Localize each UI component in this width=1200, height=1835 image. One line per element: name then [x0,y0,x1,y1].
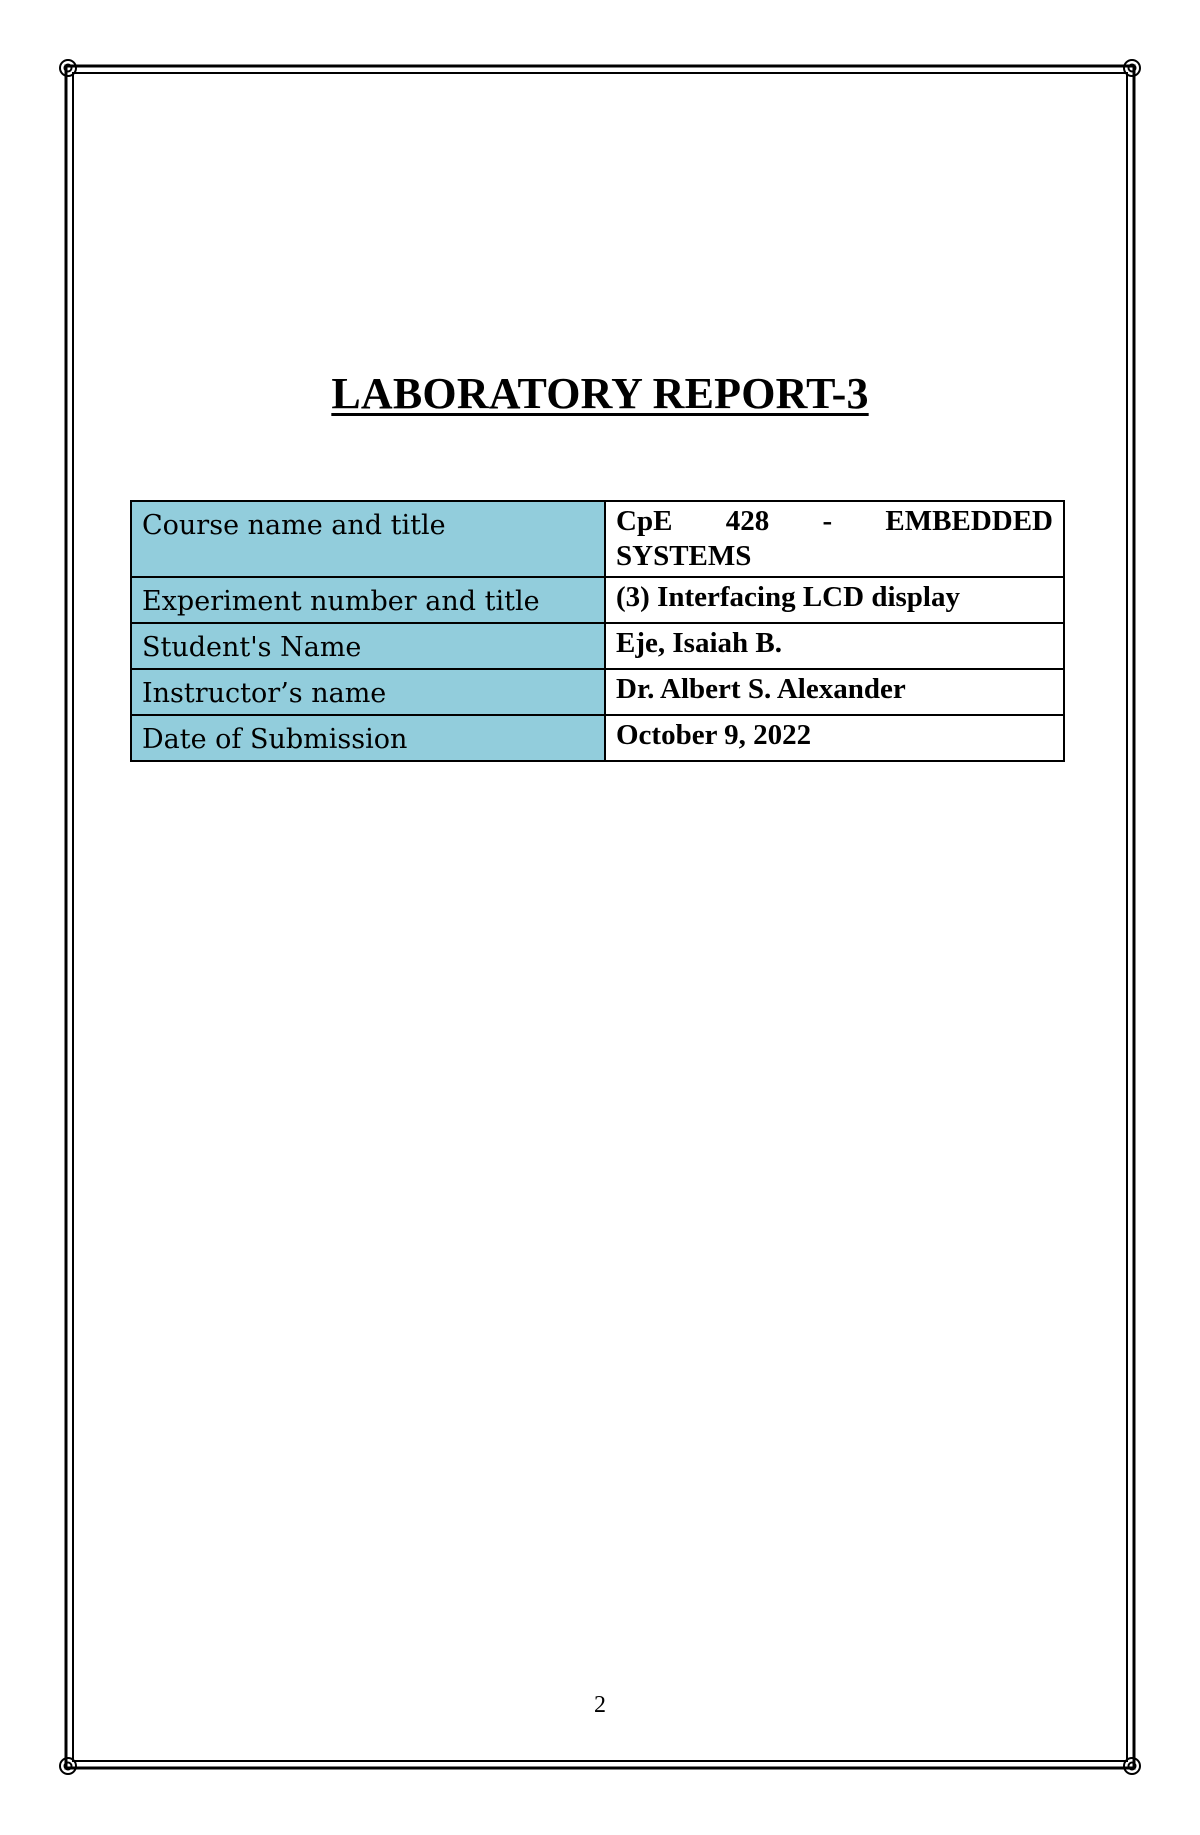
submission-date-value: October 9, 2022 [605,715,1064,761]
page-number: 2 [594,1692,606,1718]
submission-date-label: Date of Submission [131,715,605,761]
corner-ornaments [60,60,1140,1774]
table-row [131,715,1064,761]
report-title-text: LABORATORY REPORT-3 [331,369,869,418]
report-info-table [130,500,1065,762]
student-name-value: Eje, Isaiah B. [605,623,1064,669]
experiment-value: (3) Interfacing LCD display [605,577,1064,623]
course-label: Course name and title [131,501,605,577]
instructor-name-value: Dr. Albert S. Alexander [605,669,1064,715]
student-name-label: Student's Name [131,623,605,669]
table-row [131,501,1064,577]
table-row [131,577,1064,623]
experiment-label: Experiment number and title [131,577,605,623]
table-row [131,623,1064,669]
report-title [0,368,1200,419]
course-value: CpE 428 - EMBEDDED SYSTEMS [605,501,1064,577]
instructor-name-label: Instructor’s name [131,669,605,715]
table-row [131,669,1064,715]
